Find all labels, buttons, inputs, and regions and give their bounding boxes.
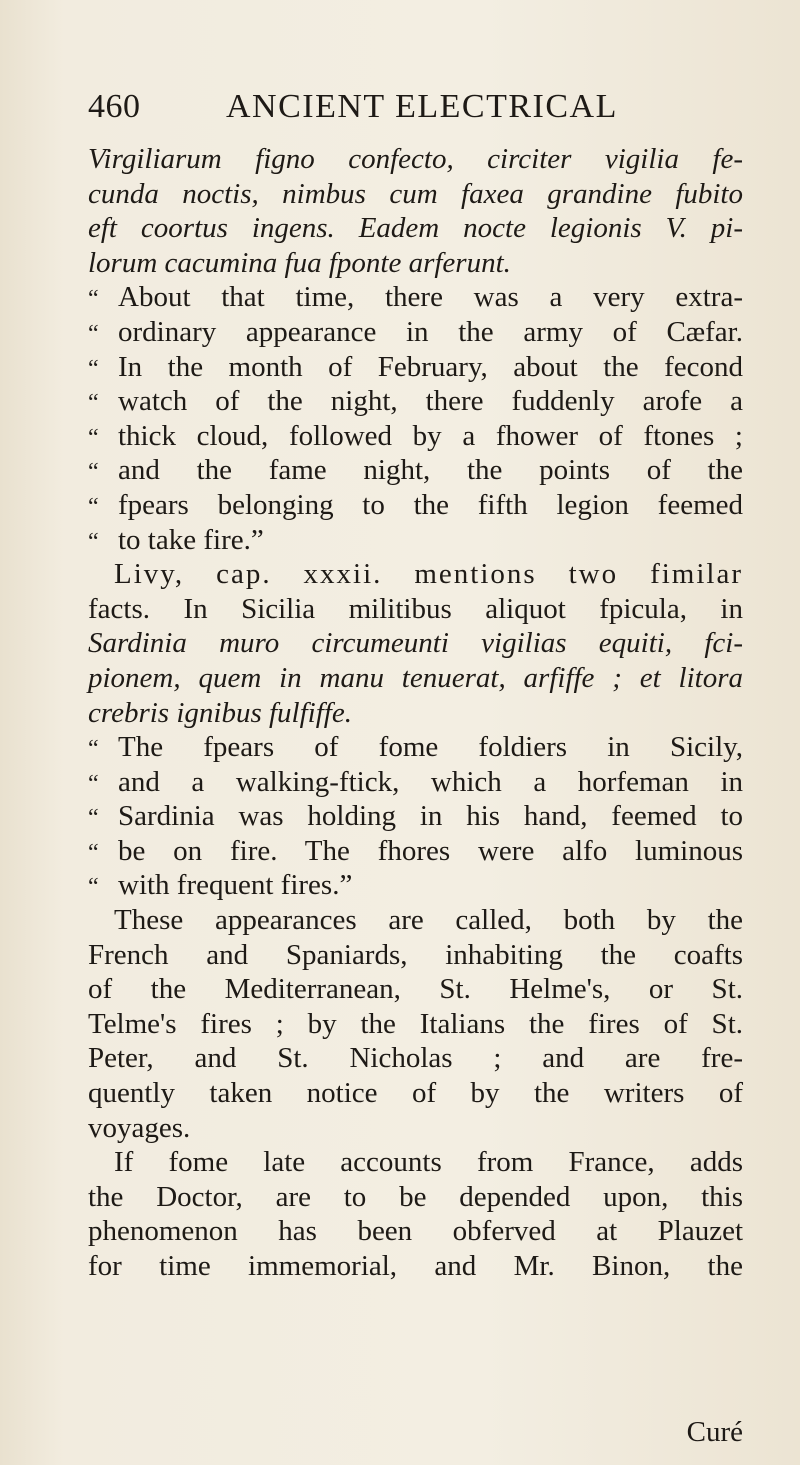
quote-mark: “ [88, 286, 99, 313]
text-line: These appearances are called, both by the [114, 904, 743, 937]
page-body [88, 142, 743, 1284]
text-line-content: and a walking-ftick, which a horfeman in [118, 765, 743, 798]
quote-mark: “ [88, 874, 99, 901]
text-line [88, 280, 743, 315]
quote-mark: “ [88, 528, 99, 555]
quote-mark: “ [88, 839, 99, 866]
text-line [88, 730, 743, 765]
text-line [88, 523, 743, 558]
text-line-content: In the month of February, about the fecond [118, 350, 743, 383]
quote-mark: “ [88, 736, 99, 763]
quote-mark: “ [88, 459, 99, 486]
text-line: for time immemorial, and Mr. Binon, the [88, 1250, 743, 1282]
text-line [88, 765, 743, 800]
text-line: cunda noctis, nimbus cum faxea grandine fubito [88, 177, 743, 210]
text-line [88, 384, 743, 419]
text-line: lorum cacumina fua fponte arferunt. [88, 246, 511, 279]
text-line-content: ordinary appearance in the army of Cæfar. [118, 315, 743, 348]
quote-mark: “ [88, 355, 99, 382]
catchword: Curé [686, 1416, 743, 1448]
text-line: Livy, cap. xxxii. mentions two fimilar [114, 558, 743, 591]
quote-mark: “ [88, 805, 99, 832]
text-line: Virgiliarum figno confecto, circiter vigilia fe- [88, 143, 743, 175]
quote-mark: “ [88, 424, 99, 451]
text-line: eft coortus ingens. Eadem nocte legionis V. pi- [88, 212, 743, 245]
page-number: 460 [88, 88, 141, 125]
text-line: quently taken notice of by the writers of [88, 1077, 743, 1110]
quote-mark: “ [88, 390, 99, 417]
quote-mark: “ [88, 770, 99, 797]
text-line: pionem, quem in manu tenuerat, arfiffe ; et litora [88, 661, 743, 694]
text-line [88, 799, 743, 834]
page-header [88, 88, 768, 128]
text-line-content: fpears belonging to the fifth legion feemed [118, 488, 743, 521]
text-line: of the Mediterranean, St. Helme's, or St. [88, 973, 743, 1006]
text-line-content: with frequent fires.” [118, 869, 353, 902]
quote-mark: “ [88, 320, 99, 347]
text-line-content: About that time, there was a very extra- [118, 281, 743, 314]
text-line [88, 419, 743, 454]
text-line [88, 834, 743, 869]
quote-mark: “ [88, 493, 99, 520]
text-line-content: be on fire. The fhores were alfo luminous [118, 834, 743, 867]
text-line: Telme's fires ; by the Italians the fires of St. [88, 1007, 743, 1040]
text-line: voyages. [88, 1111, 191, 1144]
text-line-content: thick cloud, followed by a fhower of ftones ; [118, 419, 743, 452]
running-head: ANCIENT ELECTRICAL [226, 88, 618, 125]
text-line [88, 315, 743, 350]
text-line [88, 350, 743, 385]
text-line-content: to take fire.” [118, 523, 264, 556]
text-line [88, 868, 743, 903]
text-line: the Doctor, are to be depended upon, this [88, 1180, 743, 1213]
text-line: Peter, and St. Nicholas ; and are fre- [88, 1042, 743, 1075]
text-line: facts. In Sicilia militibus aliquot fpicula, in [88, 592, 743, 625]
text-line [88, 453, 743, 488]
text-line: crebris ignibus fulfiffe. [88, 696, 352, 729]
text-line: French and Spaniards, inhabiting the coafts [88, 938, 743, 971]
text-line-content: and the fame night, the points of the [118, 454, 743, 487]
text-line-content: Sardinia was holding in his hand, feemed to [118, 800, 743, 833]
text-line [88, 488, 743, 523]
text-line-content: The fpears of fome foldiers in Sicily, [118, 731, 743, 764]
text-line: If fome late accounts from France, adds [114, 1146, 743, 1179]
text-line-content: watch of the night, there fuddenly arofe a [118, 385, 743, 418]
text-line: phenomenon has been obferved at Plauzet [88, 1215, 743, 1248]
text-line: Sardinia muro circumeunti vigilias equiti, fci- [88, 627, 743, 660]
